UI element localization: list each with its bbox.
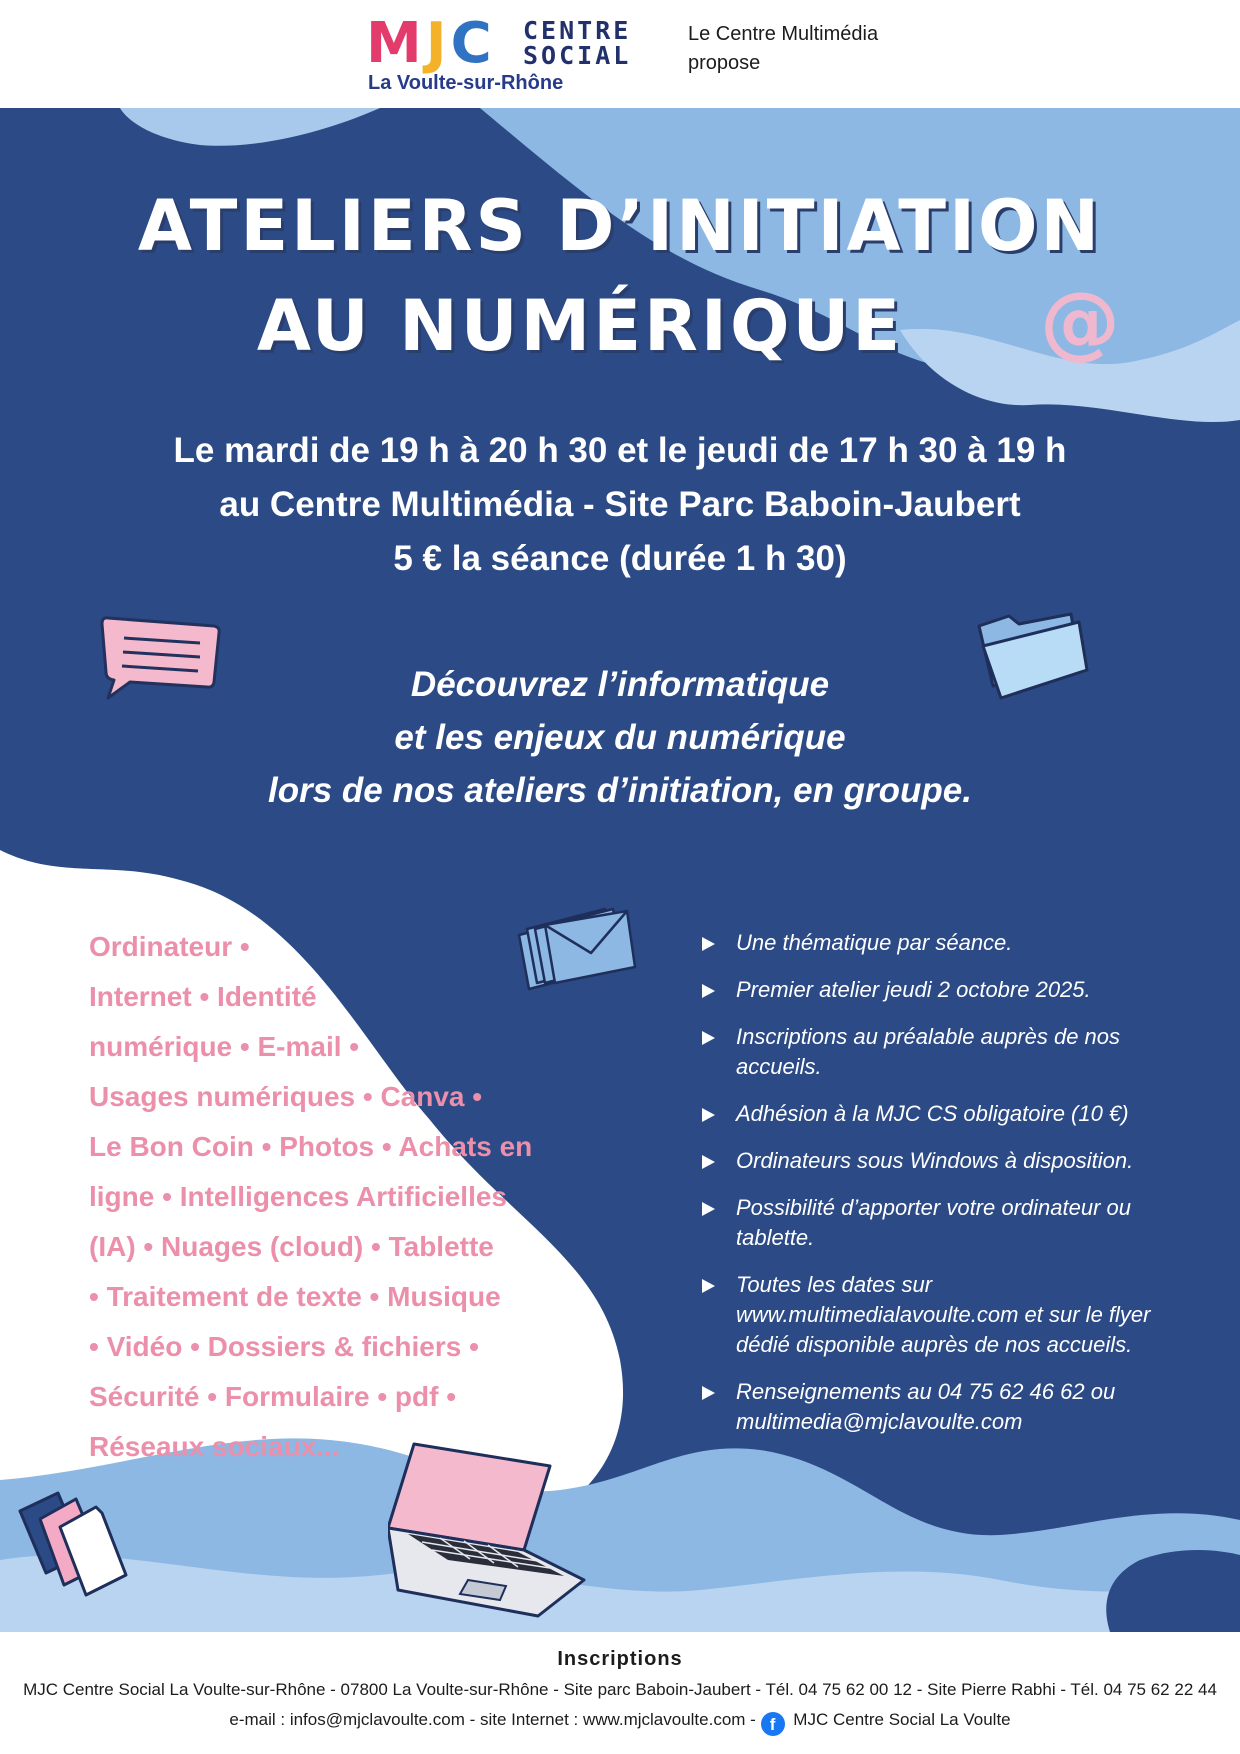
at-sign-icon: @	[1040, 275, 1120, 368]
topic-line: numérique • E-mail •	[89, 1031, 360, 1062]
discover-line-1: Découvrez l’informatique	[410, 665, 830, 704]
info-bullet: Toutes les dates sur www.multimedialavoulte.com et sur le flyer dédié disponible auprès de nos accueils.	[700, 1270, 1170, 1360]
logo-mjc-letters: MJC	[366, 11, 496, 76]
title-line-2: AU NUMÉRIQUE	[256, 285, 904, 367]
header	[0, 0, 1240, 108]
topics-list	[89, 922, 589, 1472]
info-bullet: Premier atelier jeudi 2 octobre 2025.	[700, 975, 1170, 1005]
info-bullet: Inscriptions au préalable auprès de nos accueils.	[700, 1022, 1170, 1082]
footer-address-line: MJC Centre Social La Voulte-sur-Rhône - 07800 La Voulte-sur-Rhône - Site parc Baboin-Jaubert - Tél. 04 75 62 00 12 - Site Pierre Rabhi - Tél. 04 75 62 22 44	[23, 1680, 1217, 1699]
topic-line: • Traitement de texte • Musique	[89, 1281, 501, 1312]
info-bullet: Adhésion à la MJC CS obligatoire (10 €)	[700, 1099, 1170, 1129]
info-bullet: Possibilité d’apporter votre ordinateur ou tablette.	[700, 1193, 1170, 1253]
facebook-page-name[interactable]: MJC Centre Social La Voulte	[793, 1710, 1011, 1729]
footer-email-site: e-mail : infos@mjclavoulte.com - site Internet : www.mjclavoulte.com -	[229, 1710, 756, 1729]
topic-line: Ordinateur •	[89, 931, 250, 962]
topic-line: Le Bon Coin • Photos • Achats en	[89, 1131, 533, 1162]
facebook-icon: f	[761, 1712, 785, 1736]
info-bullet: Ordinateurs sous Windows à disposition.	[700, 1146, 1170, 1176]
topic-line: Internet • Identité	[89, 981, 317, 1012]
bullet-arrow-icon	[702, 1108, 715, 1122]
bullet-arrow-icon	[702, 1279, 715, 1293]
discover-line-2: et les enjeux du numérique	[394, 718, 846, 757]
logo-city: La Voulte-sur-Rhône	[368, 72, 564, 94]
info-bullets	[700, 928, 1170, 1454]
footer-contact-line	[0, 1710, 1240, 1736]
bullet-arrow-icon	[702, 937, 715, 951]
logo-centre-social: CENTRE SOCIAL	[523, 16, 632, 70]
discover-line-3: lors de nos ateliers d’initiation, en groupe.	[268, 771, 972, 810]
schedule-line-3: 5 € la séance (durée 1 h 30)	[393, 539, 847, 578]
bullet-arrow-icon	[702, 1202, 715, 1216]
topic-line: Sécurité • Formulaire • pdf •	[89, 1381, 457, 1412]
topic-line: • Vidéo • Dossiers & fichiers •	[89, 1331, 479, 1362]
schedule-line-1: Le mardi de 19 h à 20 h 30 et le jeudi de 17 h 30 à 19 h	[173, 431, 1067, 470]
info-bullet: Renseignements au 04 75 62 46 62 ou multimedia@mjclavoulte.com	[700, 1377, 1170, 1437]
topic-line: ligne • Intelligences Artificielles	[89, 1181, 508, 1212]
bullet-arrow-icon	[702, 1031, 715, 1045]
info-bullet: Une thématique par séance.	[700, 928, 1170, 958]
footer	[0, 1632, 1240, 1754]
title-line-1: ATELIERS D’INITIATION	[137, 185, 1103, 267]
footer-title: Inscriptions	[557, 1648, 683, 1670]
bullet-arrow-icon	[702, 1155, 715, 1169]
bullet-arrow-icon	[702, 1386, 715, 1400]
topic-line: Usages numériques • Canva •	[89, 1081, 483, 1112]
laptop-icon	[388, 1440, 588, 1618]
schedule-line-2: au Centre Multimédia - Site Parc Baboin-Jaubert	[219, 485, 1021, 524]
bullet-arrow-icon	[702, 984, 715, 998]
header-propose: Le Centre Multimédia propose	[688, 23, 879, 74]
documents-icon	[14, 1485, 134, 1600]
topic-line: Réseaux sociaux...	[89, 1431, 340, 1462]
topic-line: (IA) • Nuages (cloud) • Tablette	[89, 1231, 494, 1262]
mjc-logo	[366, 11, 666, 99]
